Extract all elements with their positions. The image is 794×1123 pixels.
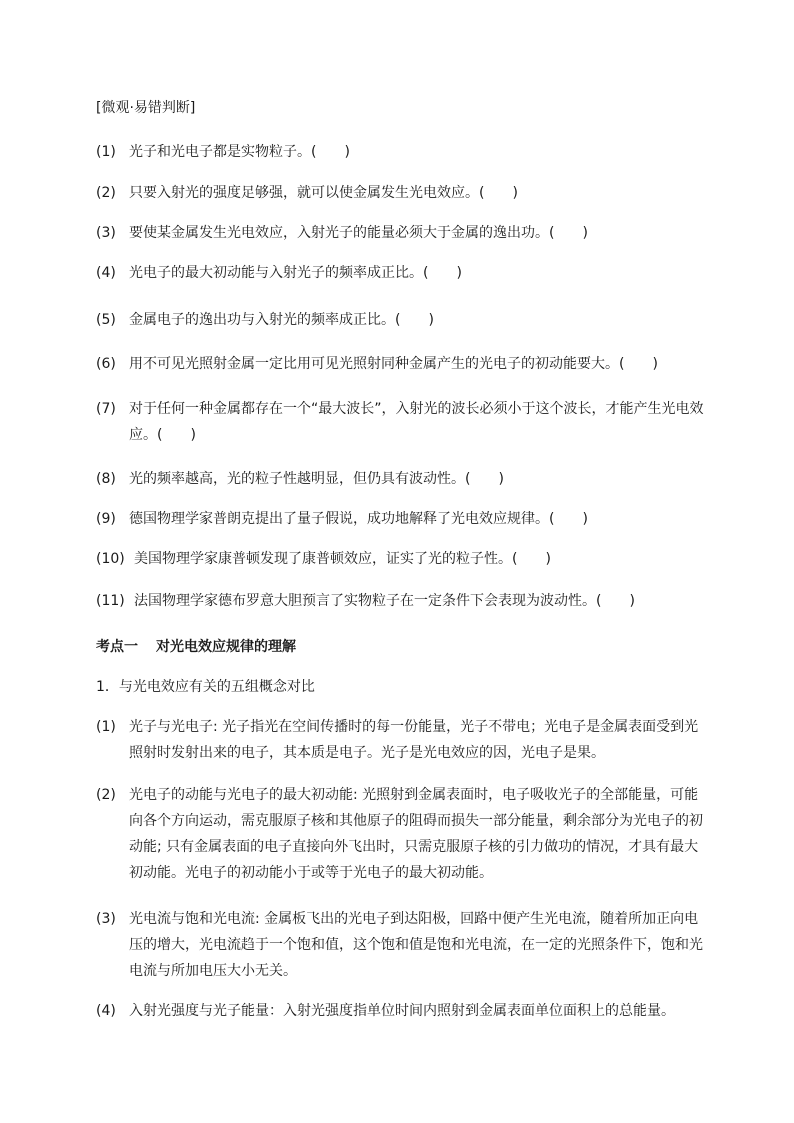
judgment-item-9: [96, 508, 588, 530]
judgment-item-5: [96, 309, 434, 331]
item-number: (2): [96, 787, 116, 803]
item-text: 金属电子的逸出功与入射光的频率成正比。( ): [129, 312, 434, 328]
concept-item-4: [96, 1000, 675, 1022]
item-text: 要使某金属发生光电效应，入射光子的能量必须大于金属的逸出功。( ): [129, 225, 588, 241]
item-number: (7): [96, 401, 116, 417]
concept-item-3: [96, 906, 706, 984]
section-title: [96, 636, 296, 658]
item-text: 法国物理学家德布罗意大胆预言了实物粒子在一定条件下会表现为波动性。( ): [134, 593, 635, 609]
judgment-item-2: [96, 182, 518, 204]
item-text: 光电子的动能与光电子的最大初动能: 光照射到金属表面时，电子吸收光子的全部能量，可能向各个方向运动，需克服原子核和其他原子的阻碍而损失一部分能量，剩余部分为光电子的初动能; 只有金属表面的电子直接向外飞出时，只需克服原子核的引力做功的情况，才具有最大初动能。光电子的初动能小于或等于光电子的最大初动能。: [129, 787, 703, 881]
item-number: (9): [96, 511, 116, 527]
item-text: 只要入射光的强度足够强，就可以使金属发生光电效应。( ): [129, 185, 518, 201]
judgment-item-11: [96, 590, 635, 612]
item-number: (5): [96, 312, 116, 328]
item-text: 德国物理学家普朗克提出了量子假说，成功地解释了光电效应规律。( ): [129, 511, 588, 527]
judgment-item-10: [96, 548, 551, 570]
judgment-item-4: [96, 262, 462, 284]
item-text: 光电子的最大初动能与入射光子的频率成正比。( ): [129, 265, 462, 281]
item-number: (3): [96, 911, 116, 927]
section-header: [微观·易错判断]: [96, 100, 196, 116]
item-number: (1): [96, 719, 116, 735]
item-text: 美国物理学家康普顿发现了康普顿效应，证实了光的粒子性。( ): [134, 551, 551, 567]
section-label: 考点一: [96, 639, 138, 655]
item-number: (4): [96, 265, 116, 281]
concept-item-2: [96, 782, 706, 886]
item-number: (6): [96, 356, 116, 372]
item-text: 光电流与饱和光电流: 金属板飞出的光电子到达阳极，回路中便产生光电流，随着所加正向电压的增大，光电流趋于一个饱和值，这个饱和值是饱和光电流，在一定的光照条件下，饱和光电流与所加电压大小无关。: [129, 911, 703, 979]
item-text: 光的频率越高，光的粒子性越明显，但仍具有波动性。( ): [129, 471, 504, 487]
item-number: (11): [96, 593, 125, 609]
item-number: (4): [96, 1003, 116, 1019]
judgment-item-6: [96, 353, 658, 375]
subheading: 1．与光电效应有关的五组概念对比: [96, 679, 315, 695]
concept-item-1: [96, 714, 706, 766]
item-number: (10): [96, 551, 125, 567]
item-text: 光子和光电子都是实物粒子。( ): [129, 144, 350, 160]
item-number: (8): [96, 471, 116, 487]
judgment-item-3: [96, 222, 588, 244]
judgment-item-8: [96, 468, 504, 490]
section-title-text: 对光电效应规律的理解: [156, 639, 296, 655]
item-text: 光子与光电子: 光子指光在空间传播时的每一份能量，光子不带电；光电子是金属表面受到光照射时发射出来的电子，其本质是电子。光子是光电效应的因，光电子是果。: [129, 719, 699, 761]
item-number: (3): [96, 225, 116, 241]
item-text: 对于任何一种金属都存在一个“最大波长”，入射光的波长必须小于这个波长，才能产生光电效应。( ): [129, 401, 704, 443]
item-text: 用不可见光照射金属一定比用可见光照射同种金属产生的光电子的初动能要大。( ): [129, 356, 658, 372]
item-text: 入射光强度与光子能量：入射光强度指单位时间内照射到金属表面单位面积上的总能量。: [129, 1003, 675, 1019]
judgment-item-7: [96, 396, 706, 448]
judgment-item-1: [96, 141, 350, 163]
item-number: (2): [96, 185, 116, 201]
item-number: (1): [96, 144, 116, 160]
